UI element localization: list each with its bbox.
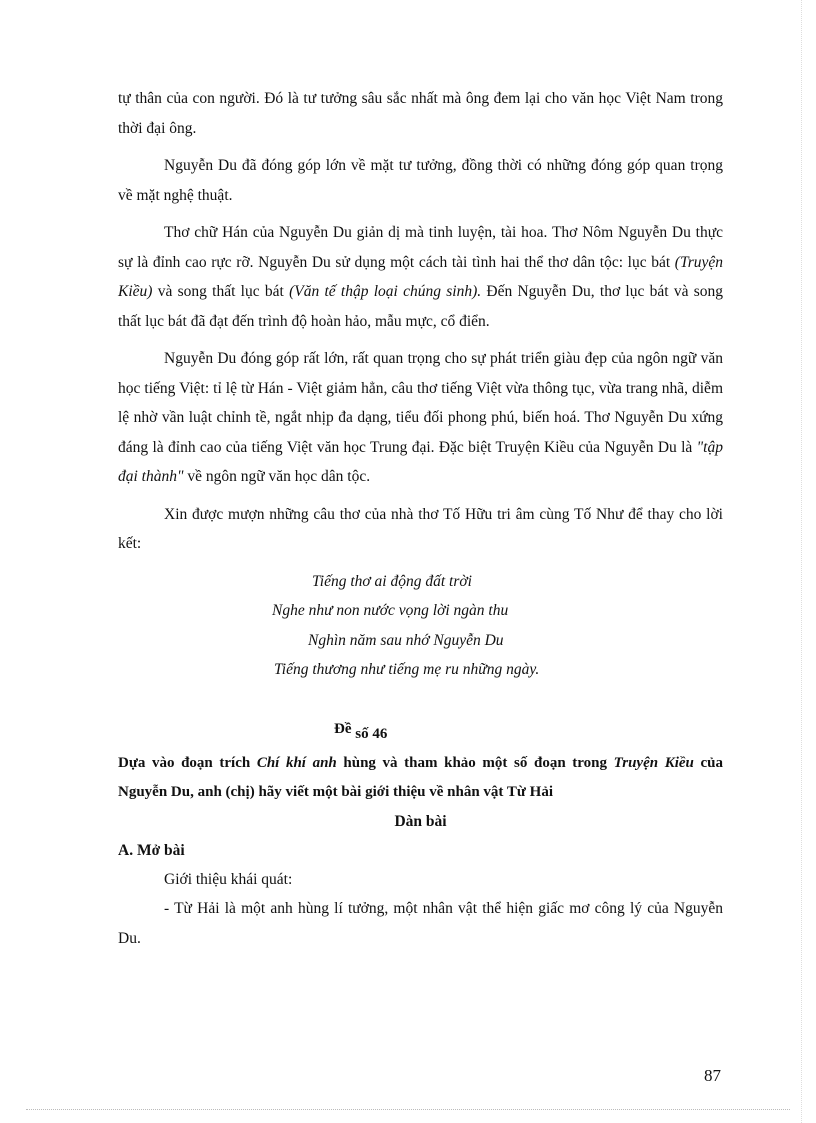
paragraph-3	[118, 218, 723, 336]
exam-prompt-italic-b: Truyện Kiều	[613, 754, 694, 771]
exam-prompt-text-c: của Nguyễn Du, anh (chị) hãy viết một bài giới thiệu về nhân vật Từ Hải	[118, 754, 724, 800]
paragraph-3-text-b: và song thất lục bát	[152, 283, 290, 300]
paragraph-1: tự thân của con người. Đó là tư tưởng sâu sắc nhất mà ông đem lại cho văn học Việt Nam trong thời đại ông.	[118, 90, 723, 137]
footer-divider	[26, 1109, 790, 1110]
exam-prompt-text-a: Dựa vào đoạn trích	[118, 754, 257, 771]
paragraph-5: Xin được mượn những câu thơ của nhà thơ Tố Hữu tri âm cùng Tố Như để thay cho lời kết:	[118, 505, 723, 552]
exam-heading	[118, 715, 723, 749]
poem-line-3: Nghìn năm sau nhớ Nguyễn Du	[308, 631, 504, 649]
section-a-heading: A. Mở bài	[118, 841, 185, 859]
paragraph-3-italic-b: (Văn tế thập loại chúng sinh).	[289, 283, 482, 300]
poem-line-1: Tiếng thơ ai động đất trời	[312, 572, 472, 590]
outline-title: Dàn bài	[394, 812, 447, 830]
page-body	[118, 84, 723, 961]
paragraph-3-italic-a: (Truyện Kiều)	[118, 253, 723, 300]
exam-prompt-text-b: hùng và tham khảo một số đoạn trong	[336, 754, 614, 771]
margin-divider	[801, 0, 802, 1123]
paragraph-2: Nguyễn Du đã đóng góp lớn về mặt tư tưởng, đồng thời có những đóng góp quan trọng về mặt nghệ thuật.	[118, 157, 723, 204]
poem	[118, 567, 723, 685]
exam-heading-number: số 46	[351, 725, 388, 742]
exam-prompt	[118, 749, 723, 807]
paragraph-4	[118, 344, 723, 492]
paragraph-3-text-c: Đến Nguyễn Du, thơ lục bát và song thất lục bát đã đạt đến trình độ hoàn hảo, mẫu mực, cổ điển.	[118, 283, 723, 330]
exam-prompt-italic-a: Chí khí anh	[256, 754, 337, 771]
paragraph-4-text-a: Nguyễn Du đóng góp rất lớn, rất quan trọng cho sự phát triển giàu đẹp của ngôn ngữ văn học tiếng Việt: tỉ lệ từ Hán - Việt giảm hẳn, câu thơ tiếng Việt vừa thông tục, vừa trang nhã, diễm lệ nhờ vần luật chỉnh tề, ngắt nhịp đa dạng, tiểu đối phong phú, biến hoá. Thơ Nguyễn Du xứng đáng là đỉnh cao của tiếng Việt văn học Trung đại. Đặc biệt Truyện Kiều của Nguyễn Du là	[118, 350, 723, 456]
paragraph-4-text-b: về ngôn ngữ văn học dân tộc.	[183, 468, 371, 485]
page-number: 87	[704, 1066, 721, 1085]
poem-line-2: Nghe như non nước vọng lời ngàn thu	[272, 602, 509, 619]
paragraph-4-italic: "tập đại thành"	[118, 438, 723, 485]
intro-item: - Từ Hải là một anh hùng lí tưởng, một nhân vật thể hiện giấc mơ công lý của Nguyễn Du.	[118, 900, 723, 947]
poem-line-4: Tiếng thương như tiếng mẹ ru những ngày.	[274, 661, 540, 678]
exam-heading-word: Đề	[334, 720, 352, 737]
intro-label: Giới thiệu khái quát:	[164, 870, 293, 888]
paragraph-3-text-a: Thơ chữ Hán của Nguyễn Du giản dị mà tinh luyện, tài hoa. Thơ Nôm Nguyễn Du thực sự là đỉnh cao rực rỡ. Nguyễn Du sử dụng một cách tài tình hai thể thơ dân tộc: lục bát	[118, 224, 723, 271]
